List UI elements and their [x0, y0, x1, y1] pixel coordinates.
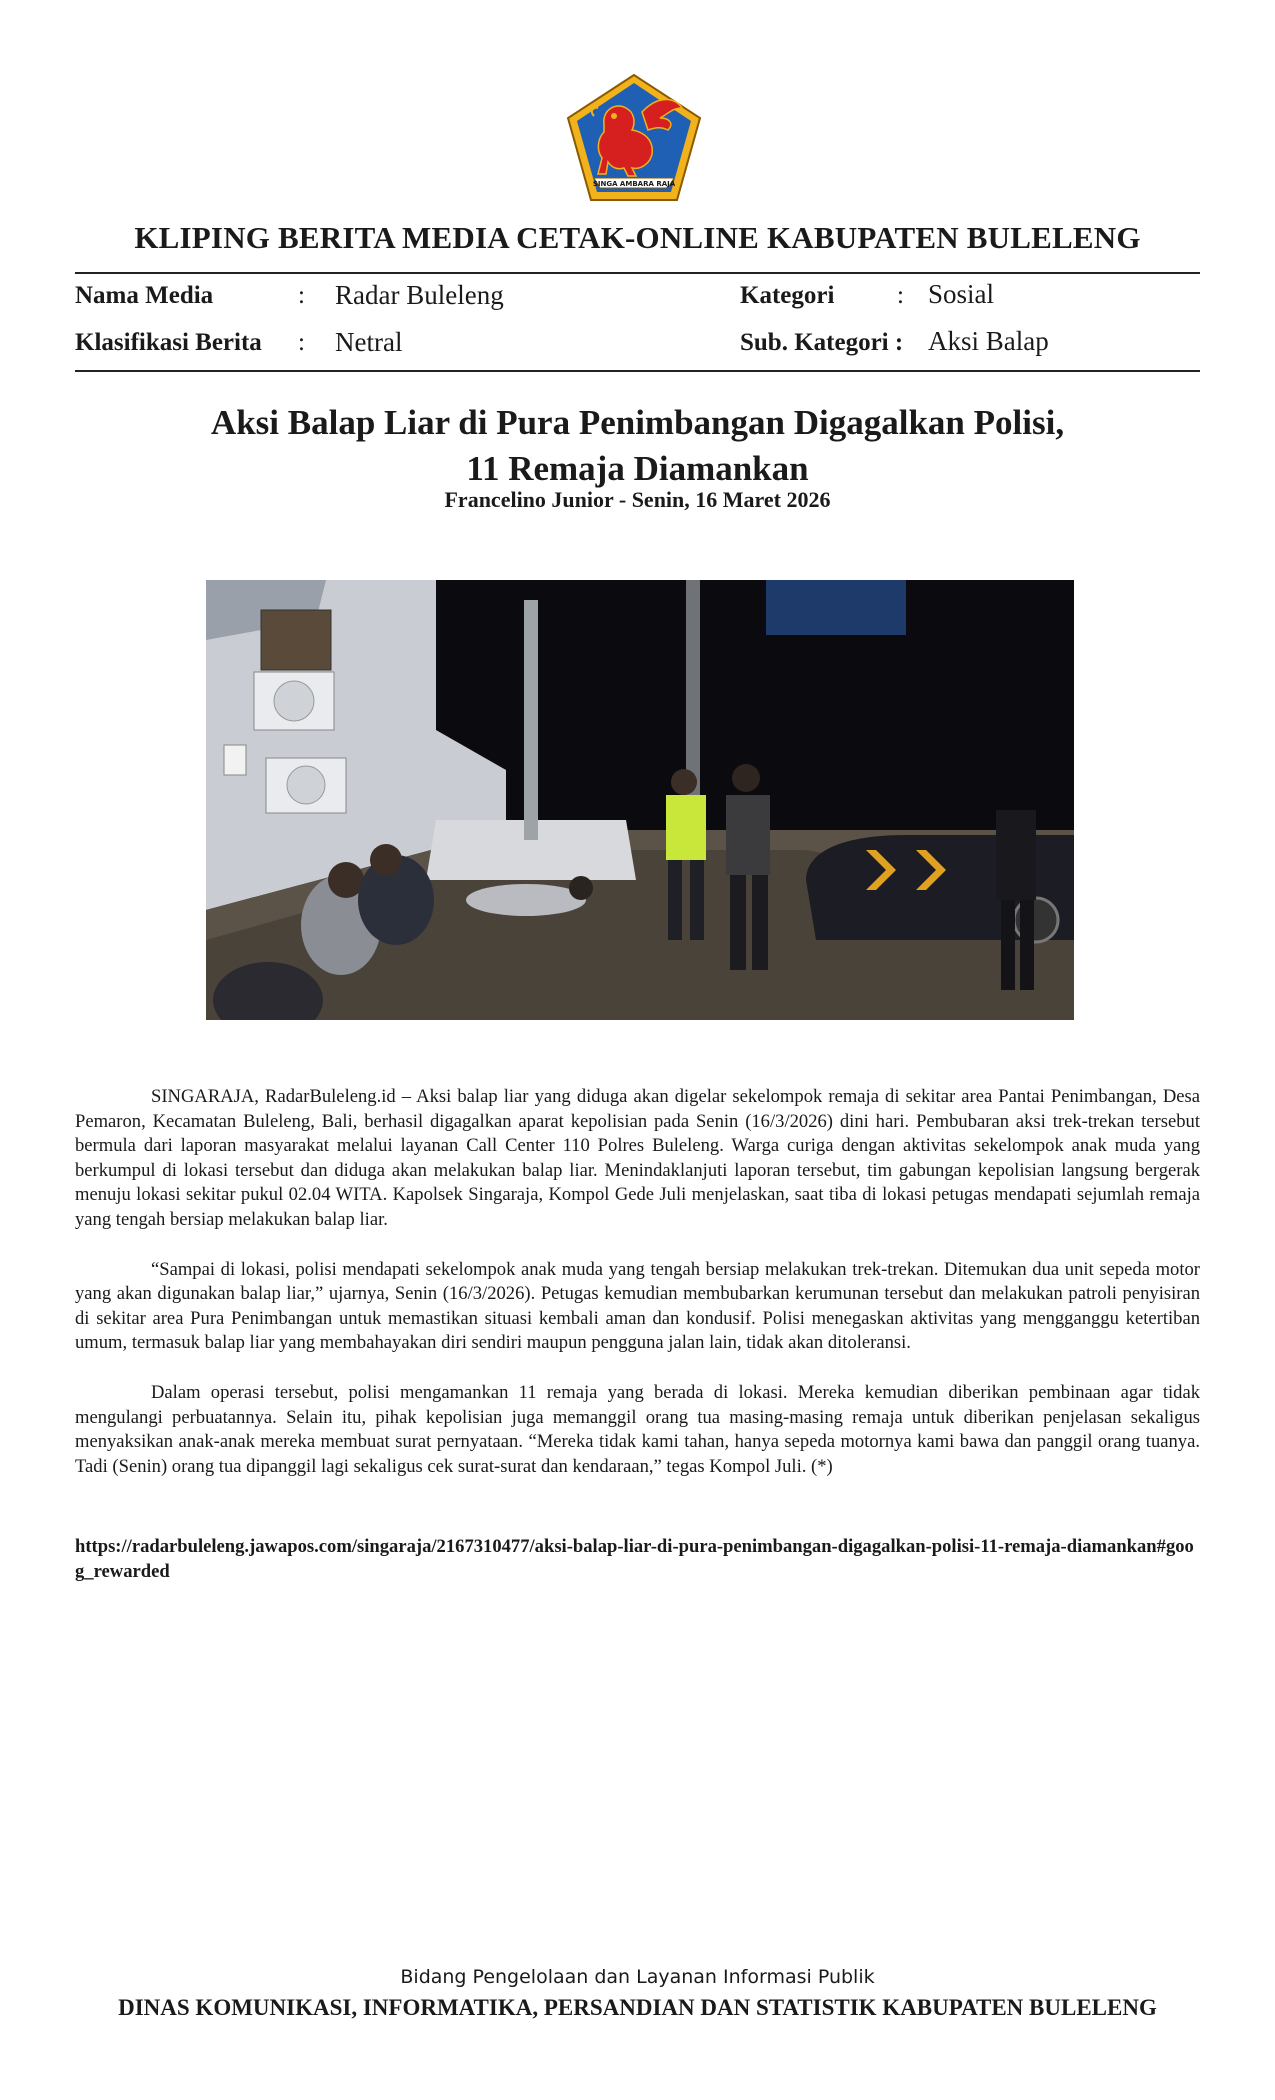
article-paragraph-1: SINGARAJA, RadarBuleleng.id – Aksi balap liar yang diduga akan digelar sekelompok remaja di sekitar area Pantai Penimbangan, Desa Pemaron, Kecamatan Buleleng, Bali, berhasil digagalkan aparat kepolisian pada Senin (16/3/2026) dini hari. Pembubaran aksi trek-trekan tersebut bermula dari laporan masyarakat melalui layanan Call Center 110 Polres Buleleng. Warga curiga dengan aktivitas sekelompok anak muda yang berkumpul di lokasi tersebut dan diduga akan melakukan balap liar. Menindaklanjuti laporan tersebut, tim gabungan kepolisian langsung bergerak menuju lokasi sekitar pukul 02.04 WITA. Kapolsek Singaraja, Kompol Gede Juli menjelaskan, saat tiba di lokasi petugas mendapati sejumlah remaja yang tengah bersiap melakukan balap liar.	[75, 1086, 1200, 1230]
article-paragraph-2: “Sampai di lokasi, polisi mendapati sekelompok anak muda yang tengah bersiap melakukan trek-trekan. Ditemukan dua unit sepeda motor yang akan digunakan balap liar,” ujarnya, Senin (16/3/2026). Petugas kemudian membubarkan kerumunan tersebut dan melakukan patroli penyisiran di sekitar area Pura Penimbangan untuk memastikan situasi kembali aman dan kondusif. Polisi menegaskan aktivitas yang mengganggu ketertiban umum, termasuk balap liar yang membahayakan diri sendiri maupun pengguna jalan lain, tidak akan ditoleransi.	[75, 1258, 1200, 1354]
kategori-label: Kategori	[740, 282, 835, 309]
klasifikasi-label: Klasifikasi Berita	[75, 329, 262, 356]
kategori-colon: :	[897, 282, 904, 309]
subkategori-label: Sub. Kategori :	[740, 329, 904, 356]
kategori-value: Sosial	[928, 279, 995, 309]
media-colon: :	[298, 282, 305, 309]
source-url-link[interactable]: https://radarbuleleng.jawapos.com/singaraja/2167310477/aksi-balap-liar-di-pura-penimbangan-digagalkan-polisi-11-remaja-diamankan#goog_rewarded	[75, 1536, 1194, 1582]
headline-line-1: Aksi Balap Liar di Pura Penimbangan Digagalkan Polisi,	[210, 403, 1065, 442]
media-label: Nama Media	[75, 282, 214, 309]
header-bottom-rule	[75, 370, 1200, 372]
footer-dinas: DINAS KOMUNIKASI, INFORMATIKA, PERSANDIAN DAN STATISTIK KABUPATEN BULELENG	[118, 1995, 1157, 2020]
kliping-header-title: KLIPING BERITA MEDIA CETAK-ONLINE KABUPATEN BULELENG	[134, 220, 1141, 255]
footer-bidang: Bidang Pengelolaan dan Layanan Informasi Publik	[400, 1966, 875, 1988]
subkategori-value: Aksi Balap	[928, 326, 1049, 356]
news-photo	[206, 580, 1074, 1020]
article-headline	[0, 400, 1275, 492]
buleleng-emblem-logo	[564, 72, 704, 204]
article-body	[75, 1085, 1200, 1504]
article-paragraph-3: Dalam operasi tersebut, polisi mengamankan 11 remaja yang berada di lokasi. Mereka kemudian diberikan pembinaan agar tidak mengulangi perbuatannya. Selain itu, pihak kepolisian juga memanggil orang tua masing-masing remaja untuk diberikan penjelasan sekaligus menyaksikan anak-anak mereka membuat surat pernyataan. “Mereka tidak kami tahan, hanya sepeda motornya kami bawa dan panggil orang tuanya. Tadi (Senin) orang tua dipanggil lagi sekaligus cek surat-surat dan kendaraan,” tegas Kompol Juli. (*)	[75, 1381, 1200, 1477]
klasifikasi-colon: :	[298, 329, 305, 356]
logo-motto-text: SINGA AMBARA RAJA	[592, 180, 676, 188]
klasifikasi-value: Netral	[335, 327, 403, 357]
media-value: Radar Buleleng	[335, 280, 504, 310]
header-top-rule	[75, 272, 1200, 274]
article-byline: Francelino Junior - Senin, 16 Maret 2026	[444, 487, 831, 512]
headline-line-2: 11 Remaja Diamankan	[466, 449, 809, 488]
